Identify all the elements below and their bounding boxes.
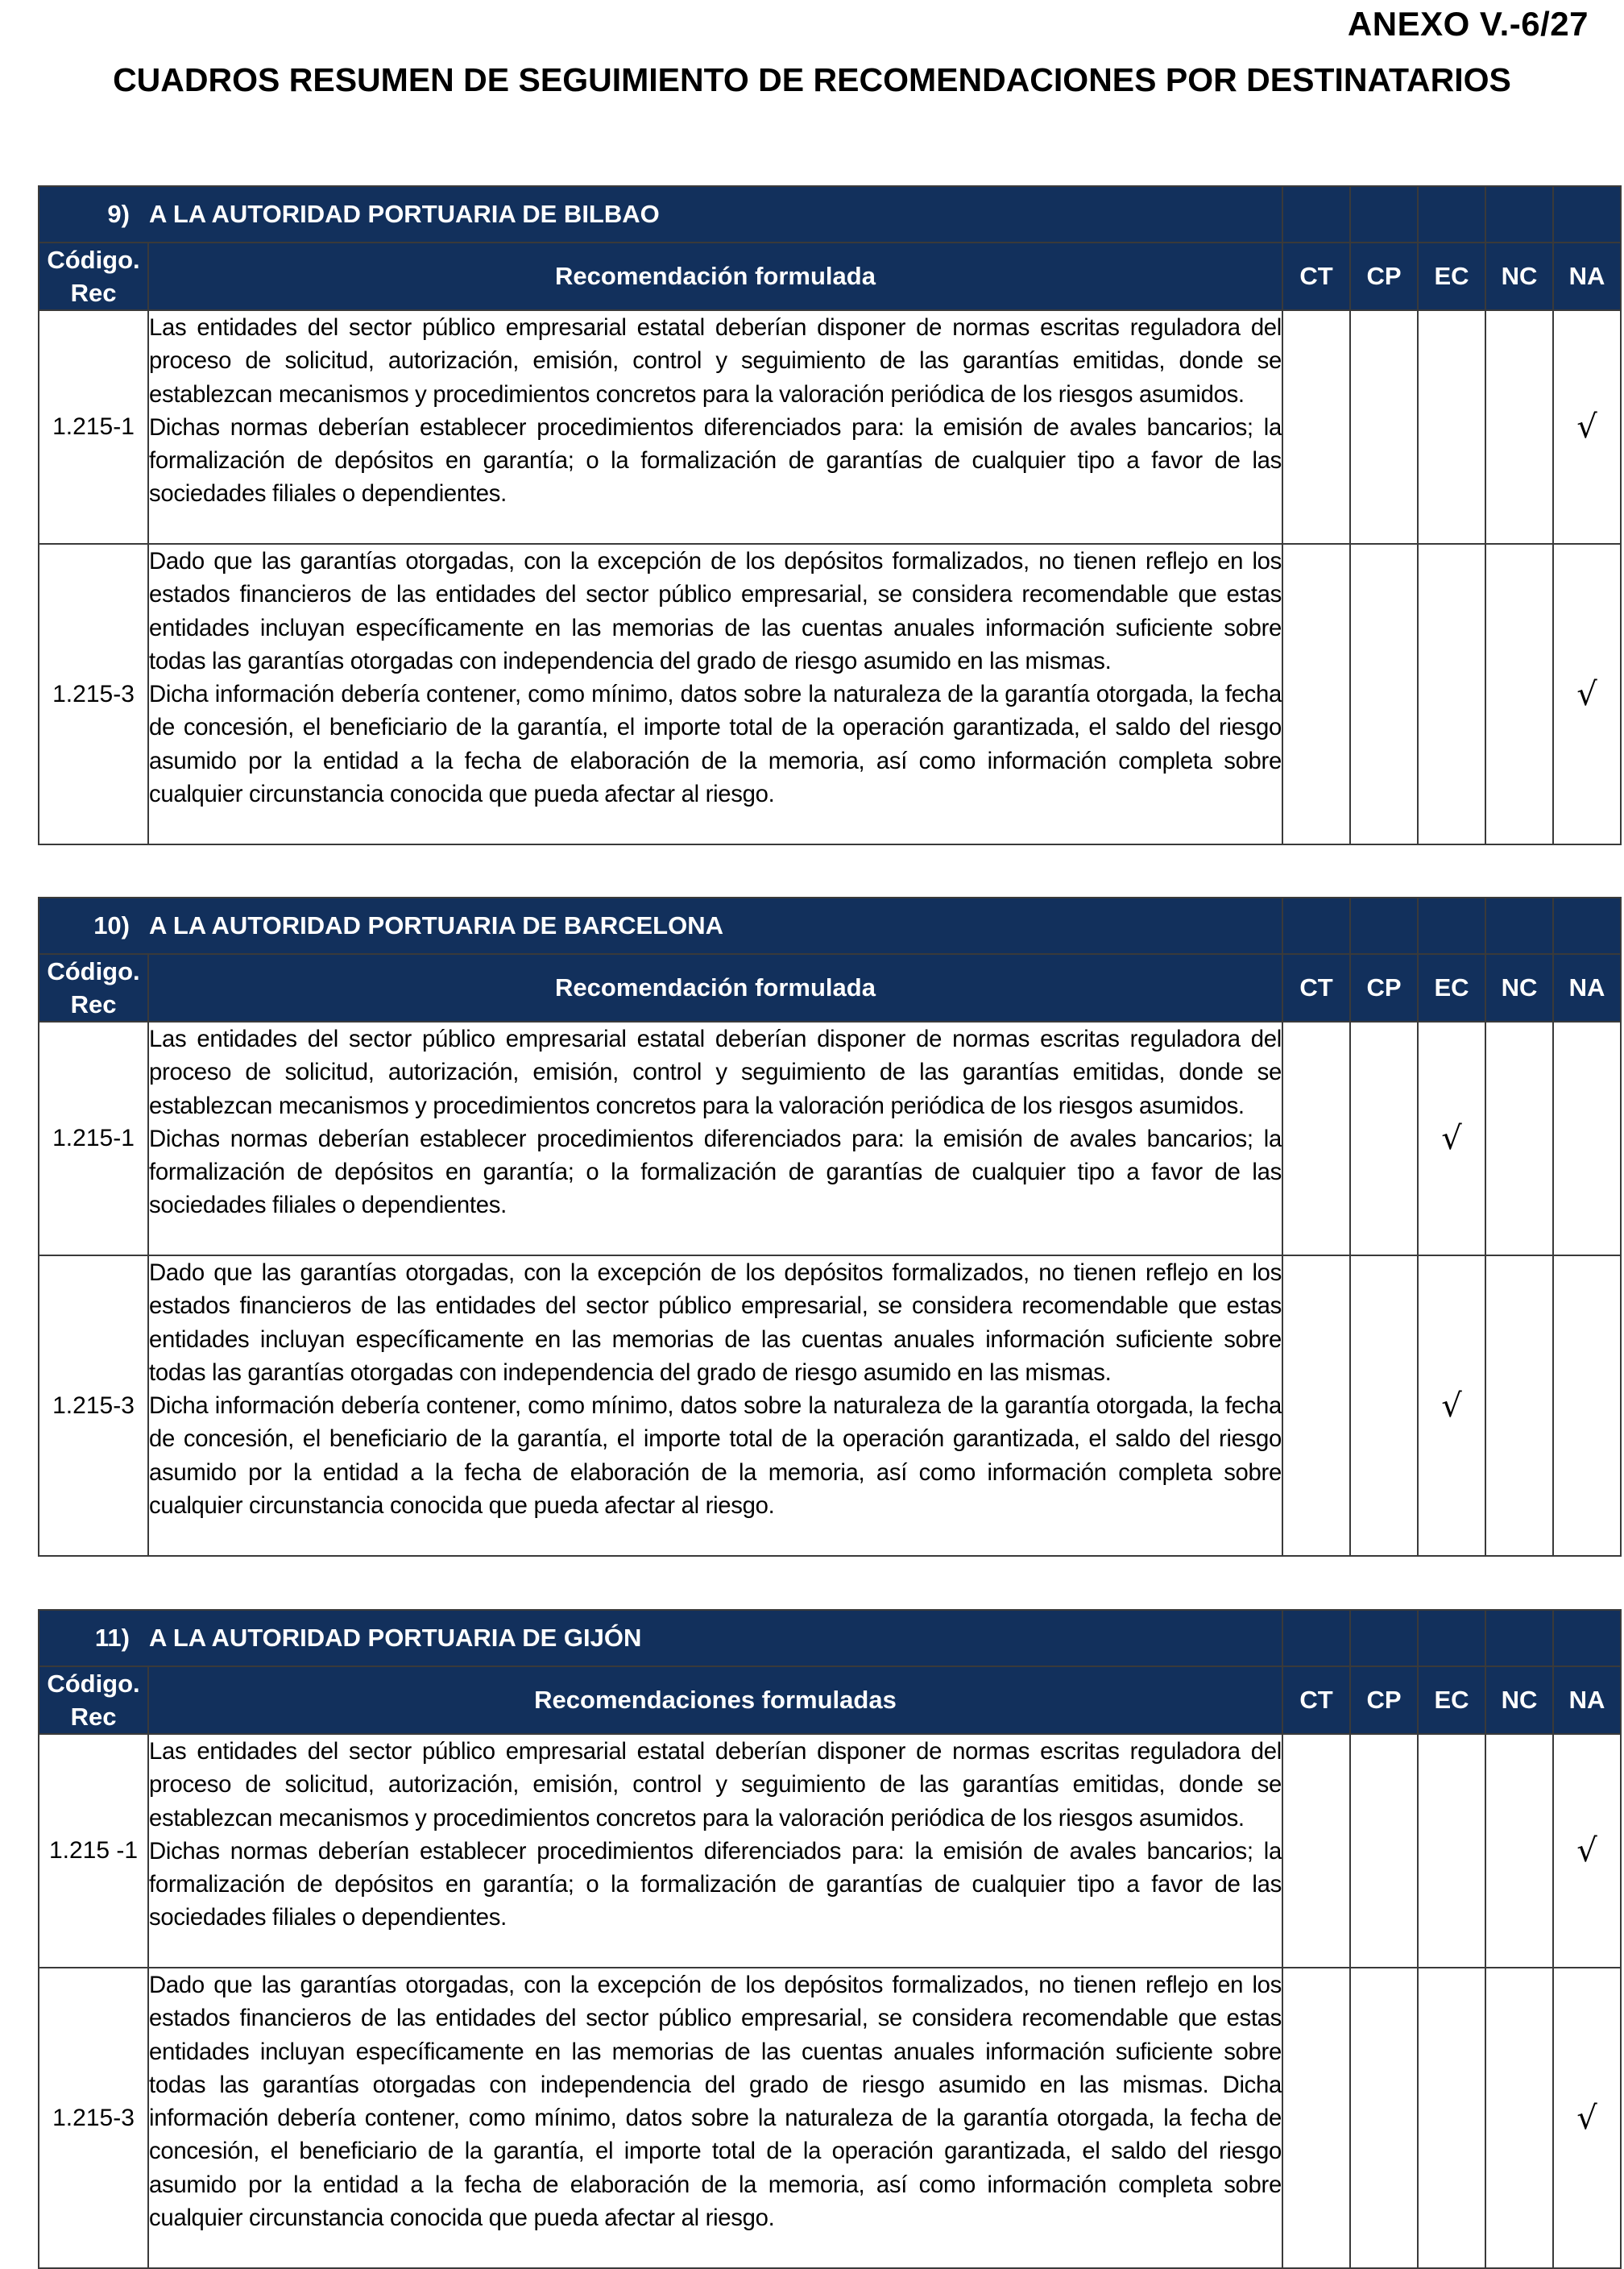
rating-cell-ct xyxy=(1282,1022,1350,1255)
rating-header-ct: CT xyxy=(1282,1666,1350,1734)
table-row xyxy=(39,1734,1621,1968)
section-title xyxy=(39,898,1282,954)
header-blank-cell xyxy=(1485,898,1553,954)
recommendation-text xyxy=(148,1968,1282,2268)
recommendation-code: 1.215-3 xyxy=(39,1968,148,2268)
recommendation-table xyxy=(38,897,1622,1557)
rating-cell-ec xyxy=(1418,544,1485,844)
table-row xyxy=(39,544,1621,844)
rating-cell-cp xyxy=(1350,310,1418,544)
rating-header-na: NA xyxy=(1553,954,1621,1022)
rating-header-nc: NC xyxy=(1485,243,1553,310)
recommendation-paragraph: Las entidades del sector público empresarial estatal deberían disponer de normas escritas reguladora del proceso de solicitud, autorización, emisión, control y seguimiento de las garantías emitidas, donde se establezcan mecanismos y procedimientos concretos para la valoración periódica de los riesgos asumidos. xyxy=(149,1738,1282,1831)
rating-cell-ec xyxy=(1418,310,1485,544)
recommendation-column-header: Recomendación formulada xyxy=(148,954,1282,1022)
rating-cell-ec xyxy=(1418,1734,1485,1968)
recommendation-code: 1.215-3 xyxy=(39,1255,148,1556)
recommendation-paragraph: Dado que las garantías otorgadas, con la excepción de los depósitos formalizados, no tienen reflejo en los estados financieros de las entidades del sector público empresarial, se considera recomendable que estas entidades incluyan específicamente en las memorias de las cuentas anuales información suficiente sobre todas las garantías otorgadas con independencia del grado de riesgo asumido en las mismas. xyxy=(149,548,1282,674)
rating-header-ct: CT xyxy=(1282,243,1350,310)
recommendation-code: 1.215-1 xyxy=(39,1022,148,1255)
recommendation-text xyxy=(148,1022,1282,1255)
recommendation-paragraph: Dichas normas deberían establecer procedimientos diferenciados para: la emisión de avales bancarios; la formalización de depósitos en garantía; o la formalización de garantías de cualquier tipo a favor de las sociedades filiales o dependientes. xyxy=(149,413,1282,508)
header-blank-cell xyxy=(1553,186,1621,243)
recommendation-column-header: Recomendación formulada xyxy=(148,243,1282,310)
rating-cell-na xyxy=(1553,310,1621,544)
rating-cell-nc xyxy=(1485,544,1553,844)
rating-cell-ec xyxy=(1418,1022,1485,1255)
document-title: CUADROS RESUMEN DE SEGUIMIENTO DE RECOMENDACIONES POR DESTINATARIOS xyxy=(113,61,1511,98)
header-blank-cell xyxy=(1350,1610,1418,1666)
rating-cell-na xyxy=(1553,544,1621,844)
recommendation-code: 1.215-1 xyxy=(39,310,148,544)
recommendation-text xyxy=(148,1734,1282,1968)
recommendation-paragraph: Dichas normas deberían establecer procedimientos diferenciados para: la emisión de avales bancarios; la formalización de depósitos en garantía; o la formalización de garantías de cualquier tipo a favor de las sociedades filiales o dependientes. xyxy=(149,1837,1282,1931)
header-blank-cell xyxy=(1282,186,1350,243)
header-blank-cell xyxy=(1418,1610,1485,1666)
rating-cell-ct xyxy=(1282,1734,1350,1968)
recommendation-paragraph: Dicha información debería contener, como mínimo, datos sobre la naturaleza de la garantía otorgada, la fecha de concesión, el beneficiario de la garantía, el importe total de la operación garantizada, el saldo del riesgo asumido por la entidad a la fecha de elaboración de la memoria, así como información completa sobre cualquier circunstancia conocida que pueda afectar al riesgo. xyxy=(149,1392,1282,1520)
column-header-row xyxy=(39,243,1621,310)
rating-header-ct: CT xyxy=(1282,954,1350,1022)
header-blank-cell xyxy=(1553,1610,1621,1666)
recommendation-table xyxy=(38,185,1622,845)
rating-cell-na xyxy=(1553,1968,1621,2268)
header-blank-cell xyxy=(1553,898,1621,954)
check-mark-icon: √ xyxy=(1441,1120,1462,1157)
header-blank-cell xyxy=(1282,898,1350,954)
header-blank-cell xyxy=(1350,186,1418,243)
check-mark-icon: √ xyxy=(1576,2099,1597,2137)
header-blank-cell xyxy=(1485,1610,1553,1666)
annex-label: ANEXO V.-6/27 xyxy=(1347,5,1589,43)
check-mark-icon: √ xyxy=(1576,675,1597,713)
rating-cell-na xyxy=(1553,1022,1621,1255)
header-blank-cell xyxy=(1350,898,1418,954)
recommendation-paragraph: Las entidades del sector público empresarial estatal deberían disponer de normas escritas reguladora del proceso de solicitud, autorización, emisión, control y seguimiento de las garantías emitidas, donde se establezcan mecanismos y procedimientos concretos para la valoración periódica de los riesgos asumidos. xyxy=(149,1026,1282,1119)
table-row xyxy=(39,1255,1621,1556)
rating-header-ec: EC xyxy=(1418,243,1485,310)
section-name: A LA AUTORIDAD PORTUARIA DE GIJÓN xyxy=(149,1624,642,1652)
header-blank-cell xyxy=(1485,186,1553,243)
code-column-header: Código. Rec xyxy=(39,954,148,1022)
rating-cell-ct xyxy=(1282,1255,1350,1556)
recommendation-paragraph: Dado que las garantías otorgadas, con la excepción de los depósitos formalizados, no tienen reflejo en los estados financieros de las entidades del sector público empresarial, se considera recomendable que estas entidades incluyan específicamente en las memorias de las cuentas anuales información suficiente sobre todas las garantías otorgadas con independencia del grado de riesgo asumido en las mismas. xyxy=(149,1259,1282,1386)
rating-header-cp: CP xyxy=(1350,954,1418,1022)
section-title xyxy=(39,1610,1282,1666)
rating-cell-nc xyxy=(1485,1255,1553,1556)
section-number: 11) xyxy=(94,1624,130,1652)
rating-cell-ec xyxy=(1418,1255,1485,1556)
rating-cell-ct xyxy=(1282,310,1350,544)
table-row xyxy=(39,310,1621,544)
rating-header-na: NA xyxy=(1553,243,1621,310)
header-blank-cell xyxy=(1282,1610,1350,1666)
recommendation-column-header: Recomendaciones formuladas xyxy=(148,1666,1282,1734)
check-mark-icon: √ xyxy=(1441,1387,1462,1425)
section-number: 10) xyxy=(93,911,130,940)
recommendation-code: 1.215 -1 xyxy=(39,1734,148,1968)
section-number: 9) xyxy=(107,200,130,228)
rating-cell-na xyxy=(1553,1255,1621,1556)
rating-cell-cp xyxy=(1350,1022,1418,1255)
section-title-row xyxy=(39,898,1621,954)
column-header-row xyxy=(39,1666,1621,1734)
recommendation-text xyxy=(148,1255,1282,1556)
table-row xyxy=(39,1022,1621,1255)
rating-cell-cp xyxy=(1350,544,1418,844)
rating-cell-nc xyxy=(1485,1734,1553,1968)
rating-header-ec: EC xyxy=(1418,1666,1485,1734)
rating-header-nc: NC xyxy=(1485,1666,1553,1734)
section-title-row xyxy=(39,186,1621,243)
rating-cell-cp xyxy=(1350,1255,1418,1556)
rating-header-ec: EC xyxy=(1418,954,1485,1022)
table-row xyxy=(39,1968,1621,2268)
rating-header-nc: NC xyxy=(1485,954,1553,1022)
recommendation-paragraph: Dicha información debería contener, como mínimo, datos sobre la naturaleza de la garantía otorgada, la fecha de concesión, el beneficiario de la garantía, el importe total de la operación garantizada, el saldo del riesgo asumido por la entidad a la fecha de elaboración de la memoria, así como información completa sobre cualquier circunstancia conocida que pueda afectar al riesgo. xyxy=(149,681,1282,808)
section-name: A LA AUTORIDAD PORTUARIA DE BILBAO xyxy=(149,200,660,228)
recommendation-paragraph: Dichas normas deberían establecer procedimientos diferenciados para: la emisión de avales bancarios; la formalización de depósitos en garantía; o la formalización de garantías de cualquier tipo a favor de las sociedades filiales o dependientes. xyxy=(149,1125,1282,1219)
code-column-header: Código. Rec xyxy=(39,1666,148,1734)
rating-cell-ct xyxy=(1282,1968,1350,2268)
rating-cell-nc xyxy=(1485,1022,1553,1255)
recommendation-text xyxy=(148,310,1282,544)
section-title-row xyxy=(39,1610,1621,1666)
code-column-header: Código. Rec xyxy=(39,243,148,310)
rating-cell-ec xyxy=(1418,1968,1485,2268)
recommendation-paragraph: Dado que las garantías otorgadas, con la excepción de los depósitos formalizados, no tienen reflejo en los estados financieros de las entidades del sector público empresarial, se considera recomendable que estas entidades incluyan específicamente en las memorias de las cuentas anuales información suficiente sobre todas las garantías otorgadas con independencia del grado de riesgo asumido en las mismas. Dicha información debería contener, como mínimo, datos sobre la naturaleza de la garantía otorgada, la fecha de concesión, el beneficiario de la garantía, el importe total de la operación garantizada, el saldo del riesgo asumido por la entidad a la fecha de elaboración de la memoria, así como información completa sobre cualquier circunstancia conocida que pueda afectar al riesgo. xyxy=(149,1972,1282,2232)
header-blank-cell xyxy=(1418,186,1485,243)
check-mark-icon: √ xyxy=(1576,409,1597,446)
rating-cell-nc xyxy=(1485,1968,1553,2268)
rating-cell-nc xyxy=(1485,310,1553,544)
column-header-row xyxy=(39,954,1621,1022)
section-name: A LA AUTORIDAD PORTUARIA DE BARCELONA xyxy=(149,911,723,940)
rating-header-cp: CP xyxy=(1350,1666,1418,1734)
rating-cell-cp xyxy=(1350,1968,1418,2268)
recommendation-code: 1.215-3 xyxy=(39,544,148,844)
recommendation-table xyxy=(38,1609,1622,2269)
recommendation-paragraph: Las entidades del sector público empresarial estatal deberían disponer de normas escritas reguladora del proceso de solicitud, autorización, emisión, control y seguimiento de las garantías emitidas, donde se establezcan mecanismos y procedimientos concretos para la valoración periódica de los riesgos asumidos. xyxy=(149,314,1282,408)
rating-cell-na xyxy=(1553,1734,1621,1968)
recommendation-text xyxy=(148,544,1282,844)
check-mark-icon: √ xyxy=(1576,1832,1597,1869)
section-title xyxy=(39,186,1282,243)
header-blank-cell xyxy=(1418,898,1485,954)
rating-header-cp: CP xyxy=(1350,243,1418,310)
rating-header-na: NA xyxy=(1553,1666,1621,1734)
rating-cell-ct xyxy=(1282,544,1350,844)
rating-cell-cp xyxy=(1350,1734,1418,1968)
